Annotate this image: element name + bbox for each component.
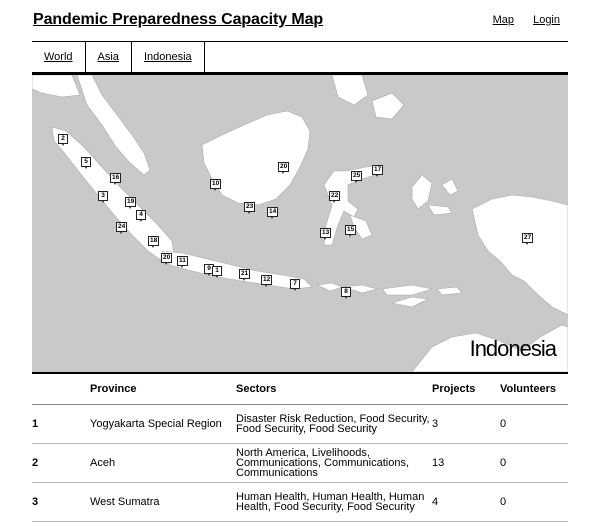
nav-map-link[interactable]: Map (492, 14, 515, 26)
table-row[interactable] (32, 444, 568, 483)
row-volunteers: 0 (500, 405, 568, 444)
breadcrumb-indonesia[interactable]: Indonesia (132, 42, 205, 72)
map-marker[interactable]: 7 (290, 279, 300, 289)
table-header-row (32, 374, 568, 405)
map-marker[interactable]: 12 (263, 276, 271, 283)
province-table (32, 374, 568, 522)
site-header (32, 0, 568, 42)
map-land (32, 75, 568, 372)
map-marker[interactable]: 13 (322, 229, 330, 236)
breadcrumb-asia[interactable]: Asia (86, 42, 132, 72)
map-marker[interactable]: 24 (118, 223, 126, 230)
map-marker[interactable]: 25 (353, 172, 361, 179)
map-marker[interactable]: 3 (98, 191, 108, 201)
breadcrumb (32, 42, 568, 75)
row-rank: 2 (32, 444, 90, 483)
map-marker[interactable]: 4 (136, 210, 146, 220)
land-borneo (202, 111, 310, 205)
map-marker[interactable]: 21 (241, 270, 249, 277)
map-marker[interactable]: 8 (341, 287, 351, 297)
row-projects: 13 (432, 444, 500, 483)
row-rank: 3 (32, 483, 90, 522)
map-marker[interactable]: 15 (347, 226, 355, 233)
page (32, 0, 568, 513)
map-marker[interactable]: 1 (212, 266, 222, 276)
map-country-label: Indonesia (469, 336, 556, 361)
map-marker[interactable]: 20 (280, 163, 288, 170)
row-volunteers: 0 (500, 444, 568, 483)
land-mainland (32, 75, 80, 97)
row-projects: 4 (432, 483, 500, 522)
map-marker[interactable]: 17 (374, 166, 382, 173)
map-marker[interactable]: 19 (127, 198, 135, 205)
row-volunteers: 0 (500, 483, 568, 522)
map-marker[interactable]: 10 (212, 180, 220, 187)
map-marker[interactable]: 23 (246, 203, 254, 210)
col-sectors-header[interactable]: Sectors (236, 374, 432, 405)
map-marker[interactable]: 22 (331, 192, 339, 199)
nav-login-link[interactable]: Login (533, 14, 560, 26)
col-province-header[interactable]: Province (90, 374, 236, 405)
row-sectors: North America, Livelihoods, Communications, Communications, Communications (236, 444, 432, 483)
map-marker[interactable]: 11 (179, 257, 186, 264)
row-sectors: Human Health, Human Health, Human Health, Food Security, Food Security (236, 483, 432, 522)
col-projects-header[interactable]: Projects (432, 374, 500, 405)
row-rank: 1 (32, 405, 90, 444)
map-marker[interactable]: 18 (150, 237, 158, 244)
top-nav (477, 14, 560, 26)
country-map[interactable] (32, 75, 568, 374)
map-marker[interactable]: 2 (58, 134, 68, 144)
table-row[interactable] (32, 405, 568, 444)
land-papua (472, 195, 568, 315)
col-rank-header (32, 374, 90, 405)
table-row[interactable] (32, 483, 568, 522)
site-title[interactable]: Pandemic Preparedness Capacity Map (33, 11, 324, 28)
map-marker[interactable]: 9 (204, 264, 214, 274)
row-projects: 3 (432, 405, 500, 444)
row-province[interactable]: Yogyakarta Special Region (90, 405, 236, 444)
map-marker[interactable]: 16 (112, 174, 120, 181)
breadcrumb-world[interactable]: World (32, 42, 86, 72)
row-sectors: Disaster Risk Reduction, Food Security, Food Security, Food Security (236, 405, 432, 444)
row-province[interactable]: West Sumatra (90, 483, 236, 522)
map-marker[interactable]: 5 (81, 157, 91, 167)
col-volunteers-header[interactable]: Volunteers (500, 374, 568, 405)
map-marker[interactable]: 27 (524, 234, 532, 241)
map-marker[interactable]: 20 (163, 254, 171, 261)
map-marker[interactable]: 14 (269, 208, 277, 215)
row-province[interactable]: Aceh (90, 444, 236, 483)
